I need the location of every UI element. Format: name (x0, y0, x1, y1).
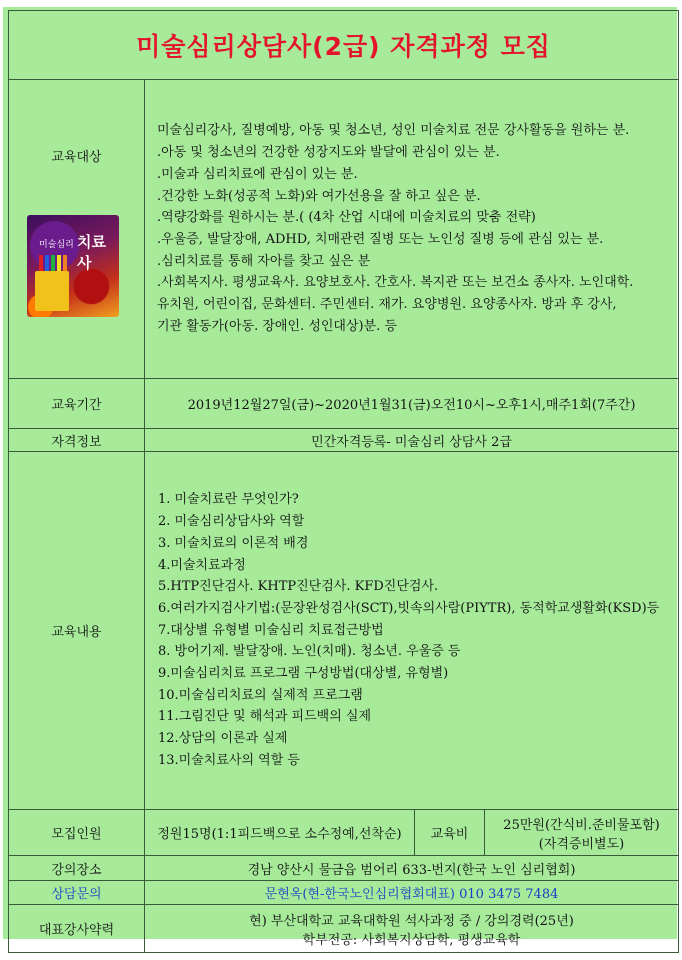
target-line: .사회복지사. 평생교육사. 요양보호사. 간호사. 복지관 또는 보건소 종사자. 노인대학. (157, 275, 634, 291)
image-caption-small: 미술심리 (39, 240, 74, 250)
venue-label: 강의장소 (9, 856, 145, 881)
content-item: 3. 미술치료의 이론적 배경 (158, 535, 309, 551)
target-line: .우울증, 발달장애, ADHD, 치매관련 질병 또는 노인성 질병 등에 관심 있는 분. (157, 232, 604, 247)
content-item: 13.미술치료사의 역할 등 (158, 752, 300, 768)
inquiry-label: 상담문의 (9, 881, 145, 905)
period-value: 2019년12월27일(금)~2020년1월31(금)오전10시~오후1시,매주1회(7주간) (145, 379, 679, 429)
content-item: 9.미술심리치료 프로그램 구성방법(대상별, 유형별) (158, 666, 449, 682)
target-content (145, 80, 679, 379)
content-item: 7.대상별 유형별 미술심리 치료접근방법 (158, 622, 384, 638)
info-table (8, 10, 679, 953)
target-line: .역량강화를 원하시는 분.( (4차 산업 시대에 미술치료의 맞춤 전략) (157, 210, 536, 226)
cert-value: 민간자격등록- 미술심리 상담사 2급 (145, 429, 679, 452)
target-line: .심리치료를 통해 자아를 찾고 싶은 분 (157, 253, 371, 269)
content-item: 6.여러가지검사기법:(문장완성검사(SCT),빗속의사람(PIYTR), 동적학교생활화(KSD)등 (158, 600, 660, 616)
inquiry-value: 문현옥(현-한국노인심리협회대표) 010 3475 7484 (145, 881, 679, 905)
recruit-label: 모집인원 (9, 810, 145, 856)
target-line: 유치원, 어린이집, 문화센터. 주민센터. 재가. 요양병원. 요양종사자. 방과 후 강사, (157, 297, 617, 313)
recruit-value: 정원15명(1:1피드백으로 소수정예,선착순) (145, 810, 415, 856)
instructor-line: 현) 부산대학교 교육대학원 석사과정 중 / 강의경력(25년) (249, 913, 574, 929)
content-item: 10.미술심리치료의 실제적 프로그램 (158, 687, 363, 703)
target-line: 미술심리강사, 질병예방, 아동 및 청소년, 성인 미술치료 전문 강사활동을 원하는 분. (157, 123, 630, 139)
instructor-label: 대표강사약력 (9, 905, 145, 953)
fee-label: 교육비 (415, 810, 485, 856)
art-therapy-image (27, 215, 119, 317)
content-label: 교육내용 (9, 452, 145, 810)
period-label: 교육기간 (9, 379, 145, 429)
target-line: .미술과 심리치료에 관심이 있는 분. (157, 166, 358, 182)
target-line: .건강한 노화(성공적 노화)와 여가선용을 잘 하고 싶은 분. (157, 188, 481, 204)
page-title: 미술심리상담사(2급) 자격과정 모집 (9, 11, 679, 80)
fee-line: 25만원(간식비.준비물포함) (503, 817, 660, 833)
content-item: 2. 미술심리상담사와 역할 (158, 514, 305, 530)
target-line: 기관 활동가(아동. 장애인. 성인대상)분. 등 (157, 318, 397, 334)
content-item: 8. 방어기제. 발달장애. 노인(치매). 청소년. 우울증 등 (158, 644, 461, 660)
content-list (145, 452, 679, 810)
fee-line: (자격증비별도) (538, 836, 625, 852)
target-line: .아동 및 청소년의 건강한 성장지도와 발달에 관심이 있는 분. (157, 145, 500, 161)
poster-sheet (3, 7, 677, 948)
pencil-cup-icon (35, 271, 69, 311)
fee-value (485, 810, 679, 856)
content-item: 5.HTP진단검사. KHTP진단검사. KFD진단검사. (158, 579, 439, 595)
target-label-text: 교육대상 (51, 150, 102, 165)
content-item: 12.상담의 이론과 실제 (158, 731, 288, 747)
image-caption-large: 치료사 (77, 233, 106, 272)
content-item: 11.그림진단 및 해석과 피드백의 실제 (158, 709, 372, 725)
content-item: 4.미술치료과정 (158, 557, 246, 573)
instructor-line: 학부전공: 사회복지상담학, 평생교육학 (302, 932, 521, 948)
venue-value: 경남 양산시 물금읍 범어리 633-번지(한국 노인 심리협회) (145, 856, 679, 881)
instructor-value (145, 905, 679, 953)
content-item: 1. 미술치료란 무엇인가? (158, 492, 299, 508)
cert-label: 자격정보 (9, 429, 145, 452)
